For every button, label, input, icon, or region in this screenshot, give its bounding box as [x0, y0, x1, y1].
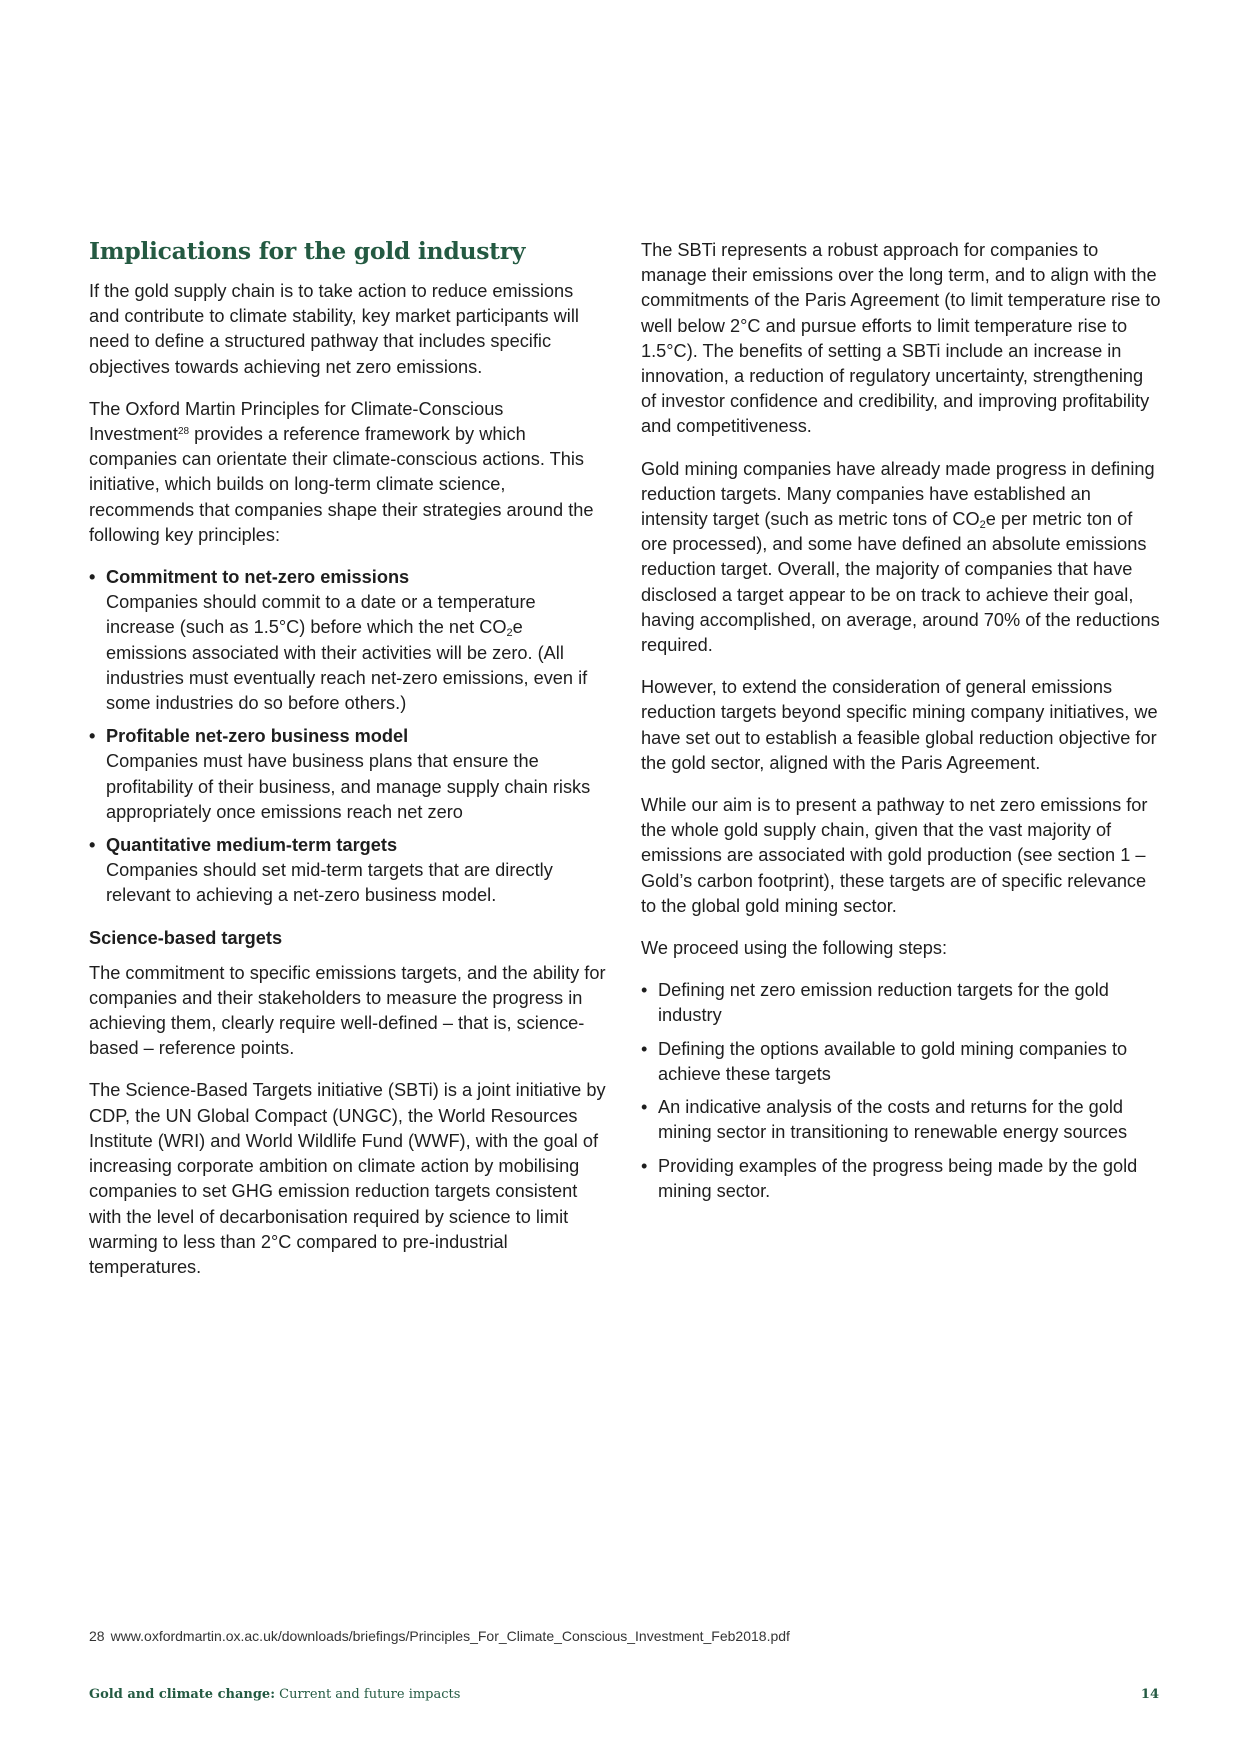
footnote: [89, 1627, 790, 1645]
progress-text-a: Gold mining companies have already made progress in defining reduction targets. Many companies have established an intensity target (such as metric tons of CO: [641, 458, 1155, 530]
principles-list: [89, 565, 607, 909]
sbti-paragraph: The Science-Based Targets initiative (SBTi) is a joint initiative by CDP, the UN Global Compact (UNGC), the World Resources Institute (WRI) and World Wildlife Fund (WWF), with the goal of increasing corporate ambition on climate action by mobilising companies to set GHG emission reduction targets consistent with the level of decarbonisation required by science to limit warming to less than 2°C compared to pre-industrial temperatures.: [89, 1080, 606, 1277]
footnote-number: 28: [89, 1628, 105, 1644]
footnote-ref[interactable]: 28: [177, 426, 190, 438]
principle-text-b: e emissions associated with their activities will be zero. (All industries must eventually reach net-zero emissions, even if some industries do so before others.): [106, 617, 588, 714]
oxford-text-b: provides a reference framework by which companies can orientate their climate-conscious actions. This initiative, which builds on long-term climate science, recommends that companies shape their strategies around the following key principles:: [89, 424, 594, 545]
footer-title-bold: Gold and climate change:: [89, 1687, 275, 1702]
oxford-paragraph: [89, 397, 607, 548]
steps-intro: We proceed using the following steps:: [641, 938, 947, 959]
list-item: • Defining net zero emission reduction targets for the gold industry: [641, 978, 1161, 1028]
list-item: [89, 724, 607, 825]
subheading-science-based-targets: Science-based targets: [89, 927, 283, 948]
commitment-paragraph: The commitment to specific emissions targets, and the ability for companies and their stakeholders to measure the progress in achieving them, clearly require well-defined – that is, science-based – reference points.: [89, 962, 606, 1059]
footnote-link[interactable]: www.oxfordmartin.ox.ac.uk/downloads/briefings/Principles_For_Climate_Conscious_Investment_Feb2018.pdf: [110, 1628, 790, 1644]
principle-title: • Quantitative medium-term targets: [106, 835, 398, 856]
subscript: 2: [506, 627, 513, 640]
extend-paragraph: However, to extend the consideration of general emissions reduction targets beyond specific mining company initiatives, we have set out to establish a feasible global reduction objective for the gold sector, aligned with the Paris Agreement.: [641, 677, 1158, 773]
principle-text: Companies should set mid-term targets that are directly relevant to achieving a net-zero business model.: [106, 860, 553, 906]
principle-title: • Commitment to net-zero emissions: [106, 567, 410, 588]
subscript: 2: [979, 519, 986, 532]
page-footer: [89, 1686, 1159, 1704]
sbti-benefits-paragraph: The SBTi represents a robust approach for companies to manage their emissions over the long term, and to align with the commitments of the Paris Agreement (to limit temperature rise to well below 2°C and pursue efforts to limit temperature rise to 1.5°C). The benefits of setting a SBTi include an increase in innovation, a reduction of regulatory uncertainty, strengthening of investor confidence and credibility, and improving profitability and competitiveness.: [641, 240, 1161, 437]
oxford-text-a: The Oxford Martin Principles for Climate-Conscious Investment: [89, 398, 504, 445]
intro-paragraph: If the gold supply chain is to take action to reduce emissions and contribute to climate stability, key market participants will need to define a structured pathway that includes specific objectives towards achieving net zero emissions.: [89, 281, 579, 377]
section-heading: Implications for the gold industry: [89, 237, 526, 265]
page-number: 14: [1140, 1687, 1159, 1702]
principle-title: • Profitable net-zero business model: [106, 726, 409, 747]
list-item: [89, 833, 607, 909]
footer-title-rest: Current and future impacts: [275, 1687, 461, 1702]
right-column: [641, 238, 1161, 1221]
aim-paragraph: While our aim is to present a pathway to net zero emissions for the whole gold supply chain, given that the vast majority of emissions are associated with gold production (see section 1 – Gold’s carbon footprint), these targets are of specific relevance to the global gold mining sector.: [641, 795, 1148, 916]
progress-paragraph: [641, 457, 1161, 659]
principle-text-a: Companies should commit to a date or a temperature increase (such as 1.5°C) before which the net CO: [106, 592, 536, 638]
steps-list: [641, 978, 1161, 1204]
principle-text: Companies must have business plans that ensure the profitability of their business, and manage supply chain risks appropriately once emissions reach net zero: [106, 751, 591, 822]
list-item: • An indicative analysis of the costs and returns for the gold mining sector in transitioning to renewable energy sources: [641, 1095, 1161, 1145]
progress-text-b: e per metric ton of ore processed), and some have defined an absolute emissions reduction target. Overall, the majority of companies that have disclosed a target appear to be on track to achieve their goal, having accomplished, on average, around 70% of the reductions required.: [641, 509, 1160, 656]
list-item: • Defining the options available to gold mining companies to achieve these targets: [641, 1037, 1161, 1087]
list-item: • Providing examples of the progress being made by the gold mining sector.: [641, 1154, 1161, 1204]
list-item: [89, 565, 607, 716]
left-column: [89, 236, 607, 1297]
